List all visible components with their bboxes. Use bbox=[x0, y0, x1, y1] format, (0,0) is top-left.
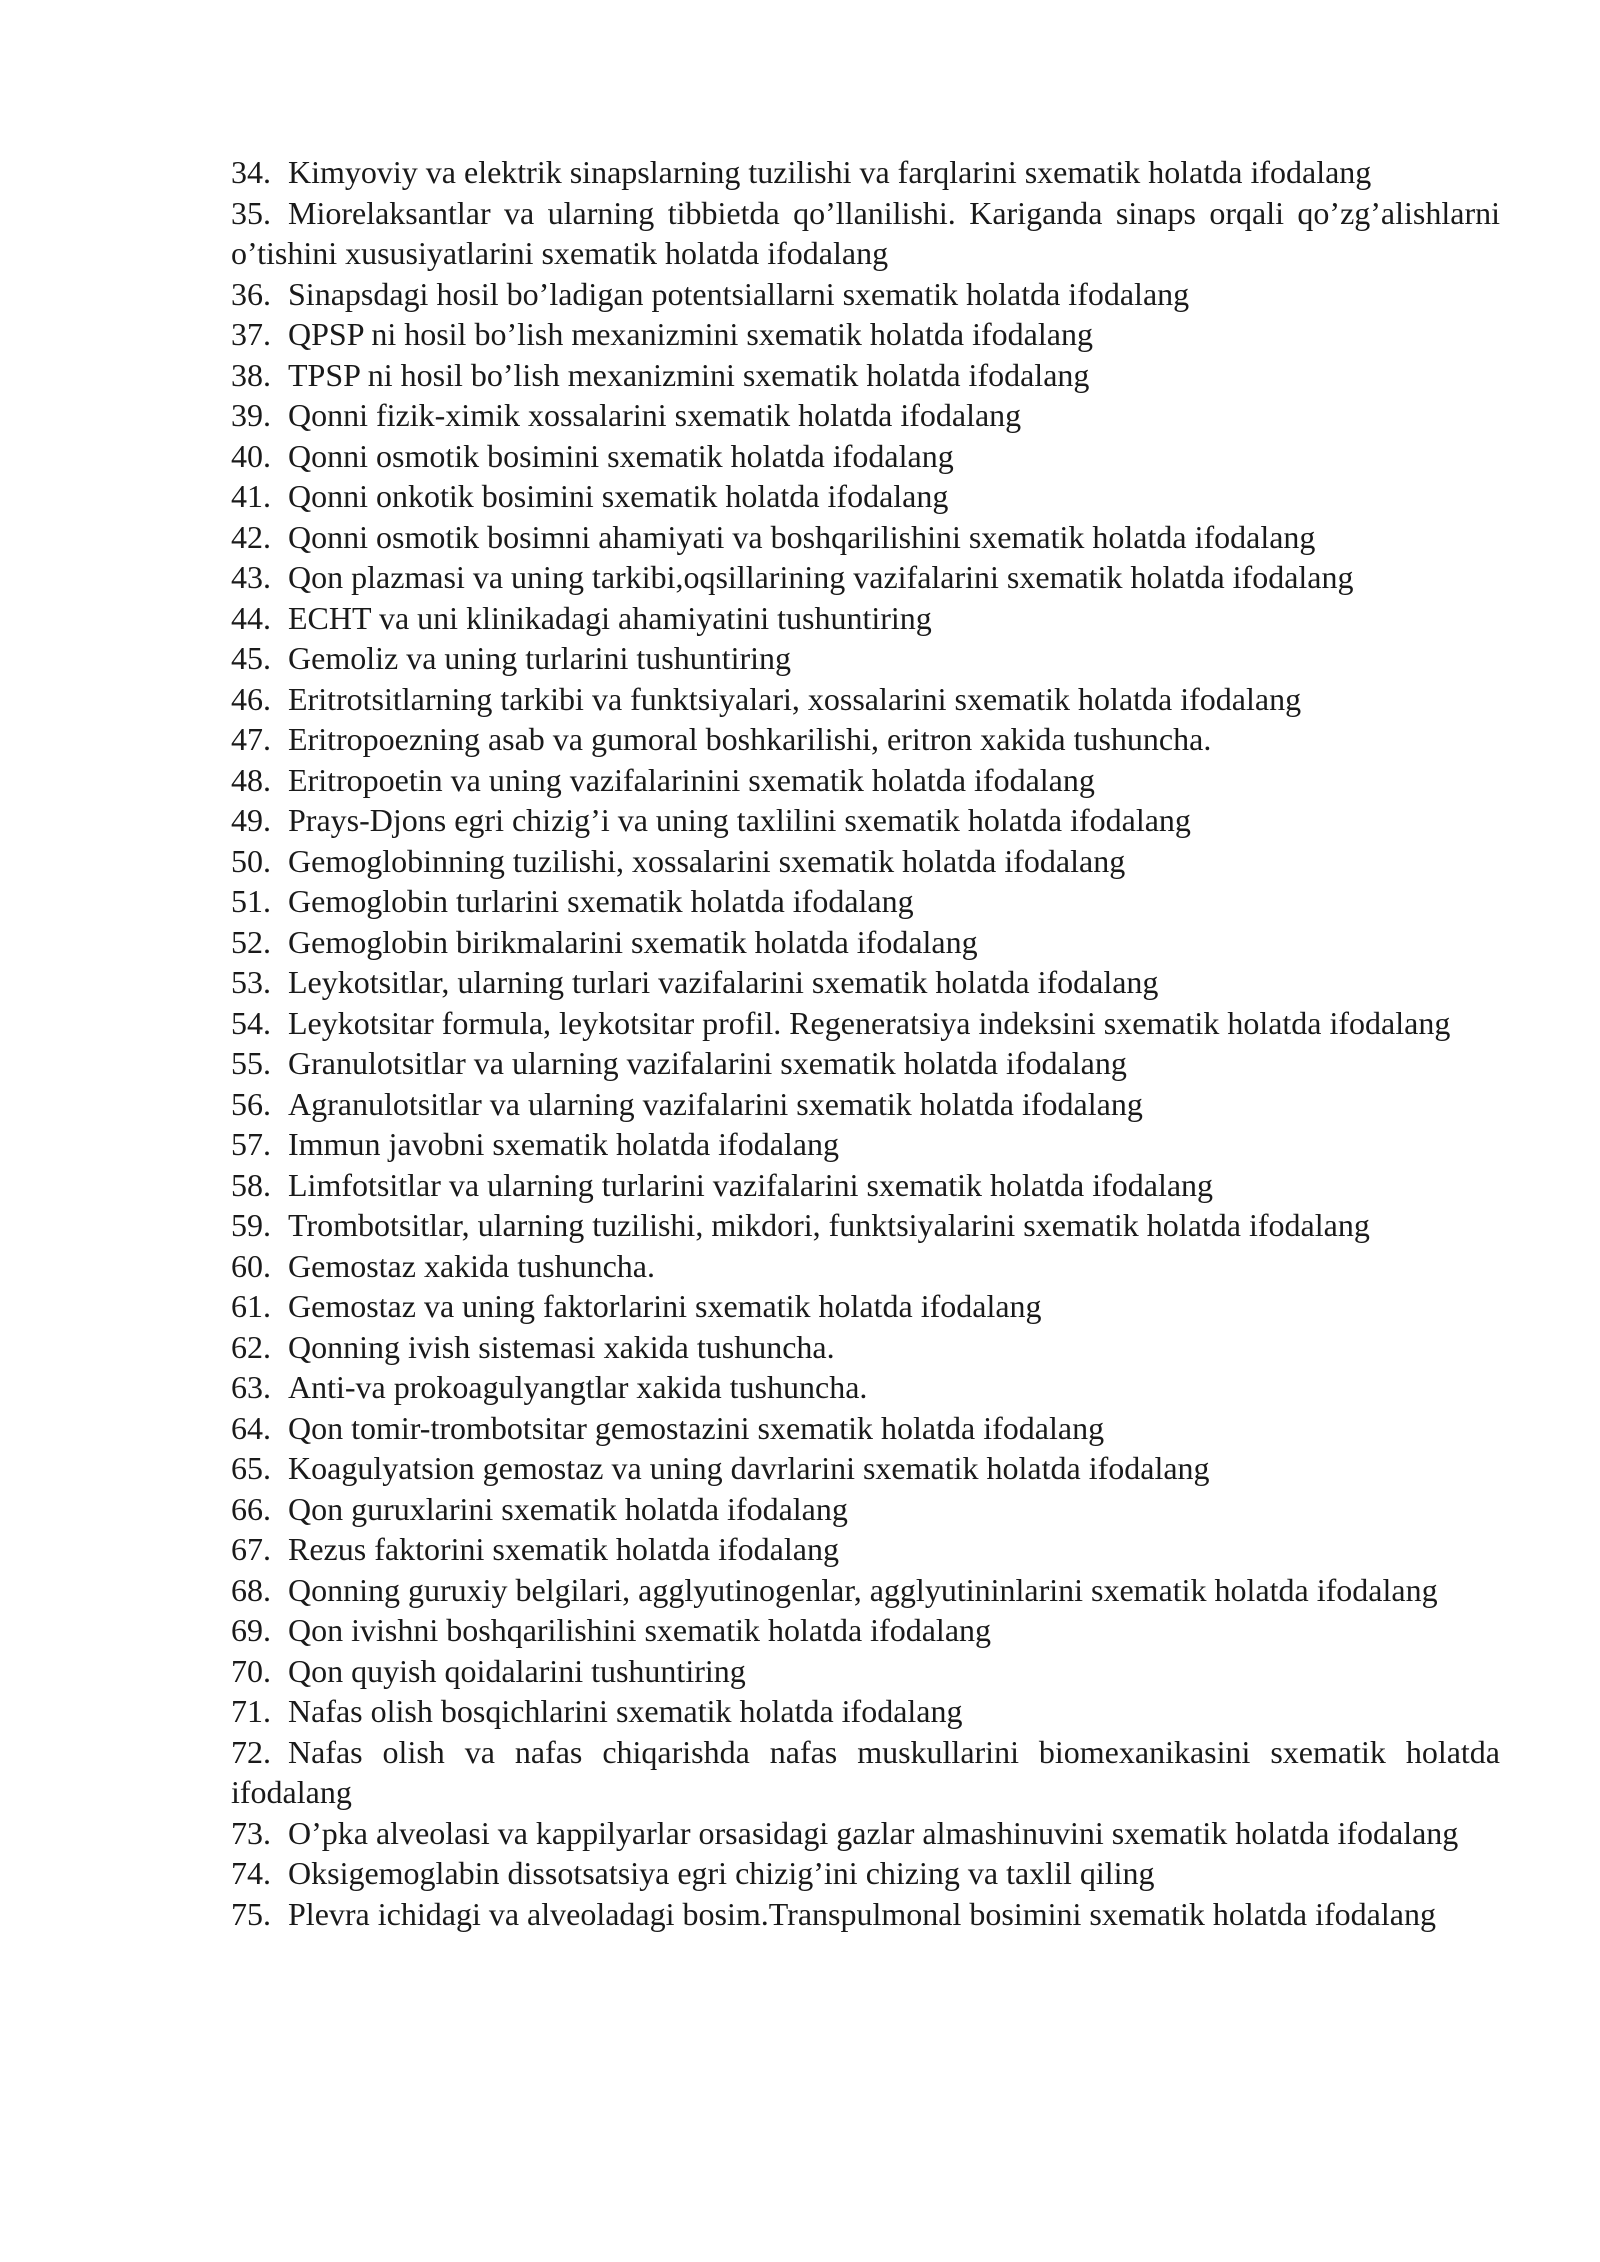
item-text: Qonning guruxiy belgilari, agglyutinogenlar, agglyutininlarini sxematik holatda ifodalang bbox=[288, 1571, 1438, 1608]
list-item bbox=[231, 719, 1500, 760]
item-text: Qon ivishni boshqarilishini sxematik holatda ifodalang bbox=[288, 1612, 992, 1648]
list-item bbox=[231, 1813, 1500, 1854]
item-number: 55. bbox=[231, 1045, 271, 1081]
item-text: Leykotsitlar, ularning turlari vazifalarini sxematik holatda ifodalang bbox=[288, 964, 1159, 1000]
item-number: 34. bbox=[231, 154, 271, 190]
item-number: 71. bbox=[231, 1693, 271, 1729]
item-text: TPSP ni hosil bo’lish mexanizmini sxematik holatda ifodalang bbox=[288, 356, 1090, 393]
item-text: Qonning ivish sistemasi xakida tushuncha. bbox=[288, 1328, 835, 1365]
item-text: Gemostaz xakida tushuncha. bbox=[288, 1247, 655, 1284]
list-item bbox=[231, 436, 1500, 477]
item-text: Oksigemoglabin dissotsatsiya egri chizig’ini chizing va taxlil qiling bbox=[288, 1855, 1155, 1891]
item-text: Gemoglobinning tuzilishi, xossalarini sxematik holatda ifodalang bbox=[288, 842, 1126, 879]
list-item bbox=[231, 1003, 1500, 1044]
item-number: 67. bbox=[231, 1531, 271, 1567]
list-item bbox=[231, 1691, 1500, 1732]
item-text: Gemostaz va uning faktorlarini sxematik holatda ifodalang bbox=[288, 1288, 1042, 1324]
list-item bbox=[231, 1529, 1500, 1570]
item-number: 62. bbox=[231, 1328, 271, 1365]
list-item bbox=[231, 800, 1500, 841]
item-number: 47. bbox=[231, 721, 271, 757]
item-text: Nafas olish bosqichlarini sxematik holatda ifodalang bbox=[288, 1693, 963, 1729]
item-text: Gemoglobin turlarini sxematik holatda ifodalang bbox=[288, 883, 914, 919]
document-page bbox=[231, 152, 1500, 1934]
list-item bbox=[231, 1084, 1500, 1125]
item-text: QPSP ni hosil bo’lish mexanizmini sxematik holatda ifodalang bbox=[288, 316, 1093, 352]
item-number: 59. bbox=[231, 1207, 271, 1243]
item-text: O’pka alveolasi va kappilyarlar orsasidagi gazlar almashinuvini sxematik holatda ifodalang bbox=[288, 1814, 1459, 1851]
list-item bbox=[231, 679, 1500, 720]
list-item bbox=[231, 1286, 1500, 1327]
item-text: Qonni osmotik bosimni ahamiyati va boshqarilishini sxematik holatda ifodalang bbox=[288, 518, 1316, 555]
list-item bbox=[231, 1205, 1500, 1246]
list-item bbox=[231, 193, 1500, 274]
list-item bbox=[231, 1043, 1500, 1084]
list-item bbox=[231, 841, 1500, 882]
item-number: 56. bbox=[231, 1085, 271, 1122]
item-number: 54. bbox=[231, 1004, 271, 1041]
item-number: 69. bbox=[231, 1612, 271, 1648]
item-number: 75. bbox=[231, 1895, 271, 1932]
item-number: 46. bbox=[231, 680, 271, 717]
item-text: Prays-Djons egri chizig’i va uning taxlilini sxematik holatda ifodalang bbox=[288, 802, 1191, 838]
item-number: 37. bbox=[231, 316, 271, 352]
list-item bbox=[231, 557, 1500, 598]
list-item bbox=[231, 962, 1500, 1003]
item-text: Kimyoviy va elektrik sinapslarning tuzilishi va farqlarini sxematik holatda ifodalang bbox=[288, 154, 1372, 190]
item-text: Gemoglobin birikmalarini sxematik holatda ifodalang bbox=[288, 923, 978, 960]
item-number: 64. bbox=[231, 1409, 271, 1446]
list-item bbox=[231, 152, 1500, 193]
list-item bbox=[231, 395, 1500, 436]
item-number: 39. bbox=[231, 397, 271, 433]
item-text: Leykotsitar formula, leykotsitar profil. Regeneratsiya indeksini sxematik holatda ifodalang bbox=[288, 1004, 1451, 1041]
item-text: ECHT va uni klinikadagi ahamiyatini tushuntiring bbox=[288, 599, 932, 636]
list-item bbox=[231, 314, 1500, 355]
item-number: 66. bbox=[231, 1490, 271, 1527]
item-text: Qonni onkotik bosimini sxematik holatda ifodalang bbox=[288, 478, 949, 514]
item-text: Sinapsdagi hosil bo’ladigan potentsiallarni sxematik holatda ifodalang bbox=[288, 275, 1190, 312]
item-number: 35. bbox=[231, 194, 271, 231]
item-text: Qonni osmotik bosimini sxematik holatda ifodalang bbox=[288, 437, 954, 474]
list-item bbox=[231, 1246, 1500, 1287]
item-number: 43. bbox=[231, 559, 271, 595]
item-number: 45. bbox=[231, 640, 271, 676]
item-text: Granulotsitlar va ularning vazifalarini sxematik holatda ifodalang bbox=[288, 1045, 1127, 1081]
item-number: 68. bbox=[231, 1571, 271, 1608]
list-item bbox=[231, 1489, 1500, 1530]
item-text: Qonni fizik-ximik xossalarini sxematik holatda ifodalang bbox=[288, 397, 1022, 433]
item-text: Immun javobni sxematik holatda ifodalang bbox=[288, 1126, 839, 1162]
item-number: 48. bbox=[231, 761, 271, 798]
list-item bbox=[231, 1894, 1500, 1935]
item-text: Rezus faktorini sxematik holatda ifodalang bbox=[288, 1531, 839, 1567]
list-item bbox=[231, 1327, 1500, 1368]
item-text: Plevra ichidagi va alveoladagi bosim.Transpulmonal bosimini sxematik holatda ifodalang bbox=[288, 1895, 1436, 1932]
item-text: Nafas olish va nafas chiqarishda nafas muskullarini biomexanikasini sxematik holatda ifodalang bbox=[231, 1733, 1500, 1810]
item-text: Anti-va prokoagulyangtlar xakida tushuncha. bbox=[288, 1369, 868, 1405]
item-text: Agranulotsitlar va ularning vazifalarini sxematik holatda ifodalang bbox=[288, 1085, 1143, 1122]
list-item bbox=[231, 1124, 1500, 1165]
list-item bbox=[231, 922, 1500, 963]
item-number: 38. bbox=[231, 356, 271, 393]
item-number: 73. bbox=[231, 1814, 271, 1851]
item-number: 40. bbox=[231, 437, 271, 474]
item-text: Eritropoezning asab va gumoral boshkarilishi, eritron xakida tushuncha. bbox=[288, 721, 1212, 757]
item-text: Qon tomir-trombotsitar gemostazini sxematik holatda ifodalang bbox=[288, 1409, 1105, 1446]
item-number: 41. bbox=[231, 478, 271, 514]
item-number: 58. bbox=[231, 1166, 271, 1203]
item-number: 57. bbox=[231, 1126, 271, 1162]
item-number: 70. bbox=[231, 1652, 271, 1689]
list-item bbox=[231, 598, 1500, 639]
list-item bbox=[231, 1732, 1500, 1813]
item-number: 49. bbox=[231, 802, 271, 838]
item-number: 50. bbox=[231, 842, 271, 879]
item-text: Miorelaksantlar va ularning tibbietda qo’llanilishi. Kariganda sinaps orqali qo’zg’alishlarni o’tishini xususiyatlarini sxematik holatda ifodalang bbox=[231, 194, 1500, 271]
item-text: Qon plazmasi va uning tarkibi,oqsillarining vazifalarini sxematik holatda ifodalang bbox=[288, 559, 1354, 595]
item-number: 53. bbox=[231, 964, 271, 1000]
list-item bbox=[231, 517, 1500, 558]
list-item bbox=[231, 355, 1500, 396]
item-text: Qon quyish qoidalarini tushuntiring bbox=[288, 1652, 746, 1689]
item-number: 61. bbox=[231, 1288, 271, 1324]
item-number: 60. bbox=[231, 1247, 271, 1284]
list-item bbox=[231, 638, 1500, 679]
list-item bbox=[231, 760, 1500, 801]
list-item bbox=[231, 1651, 1500, 1692]
item-text: Limfotsitlar va ularning turlarini vazifalarini sxematik holatda ifodalang bbox=[288, 1166, 1214, 1203]
item-number: 72. bbox=[231, 1733, 271, 1770]
item-number: 42. bbox=[231, 518, 271, 555]
list-item bbox=[231, 1853, 1500, 1894]
list-item bbox=[231, 476, 1500, 517]
question-list bbox=[231, 152, 1500, 1934]
item-number: 51. bbox=[231, 883, 271, 919]
item-number: 74. bbox=[231, 1855, 271, 1891]
item-number: 63. bbox=[231, 1369, 271, 1405]
item-text: Eritropoetin va uning vazifalarinini sxematik holatda ifodalang bbox=[288, 761, 1095, 798]
list-item bbox=[231, 1448, 1500, 1489]
list-item bbox=[231, 1165, 1500, 1206]
item-number: 65. bbox=[231, 1450, 271, 1486]
list-item bbox=[231, 1610, 1500, 1651]
list-item bbox=[231, 1367, 1500, 1408]
item-text: Trombotsitlar, ularning tuzilishi, mikdori, funktsiyalarini sxematik holatda ifodalang bbox=[288, 1207, 1370, 1243]
item-number: 36. bbox=[231, 275, 271, 312]
list-item bbox=[231, 1570, 1500, 1611]
list-item bbox=[231, 881, 1500, 922]
item-text: Eritrotsitlarning tarkibi va funktsiyalari, xossalarini sxematik holatda ifodalang bbox=[288, 680, 1302, 717]
list-item bbox=[231, 274, 1500, 315]
item-text: Qon guruxlarini sxematik holatda ifodalang bbox=[288, 1490, 848, 1527]
item-number: 52. bbox=[231, 923, 271, 960]
item-text: Koagulyatsion gemostaz va uning davrlarini sxematik holatda ifodalang bbox=[288, 1450, 1210, 1486]
list-item bbox=[231, 1408, 1500, 1449]
item-number: 44. bbox=[231, 599, 271, 636]
item-text: Gemoliz va uning turlarini tushuntiring bbox=[288, 640, 792, 676]
